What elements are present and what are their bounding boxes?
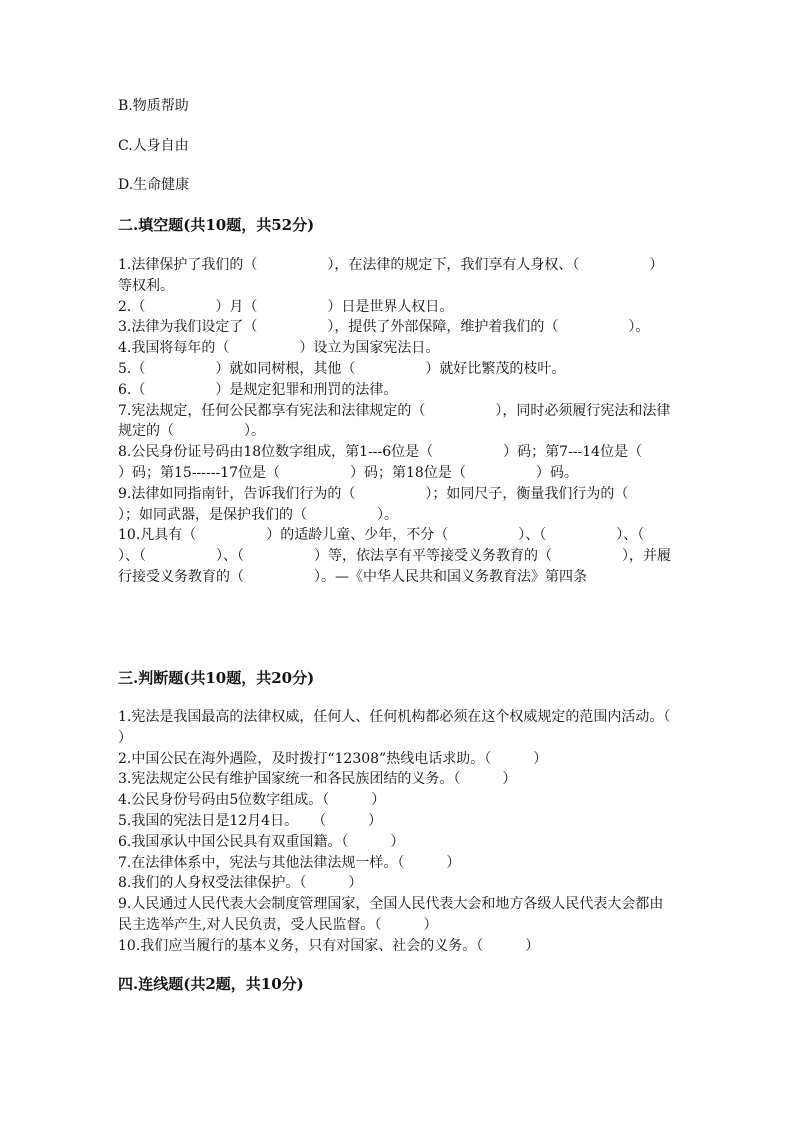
fill-blank-question: 10.凡具有（ ）的适龄儿童、少年，不分（ ）、（ ）、（ ）、（ ）、（ ）等，依法享有平等接受义务教育的（ ），并履行接受义务教育的（ ）。—《中华人民共和国义务教育法》第四条 xyxy=(118,527,715,585)
true-false-questions xyxy=(118,707,713,957)
fill-blank-question: 1.法律保护了我们的（ ），在法律的规定下，我们享有人身权、（ ）等权利。 xyxy=(118,257,664,294)
fill-blank-question: 7.宪法规定，任何公民都享有宪法和法律规定的（ ），同时必须履行宪法和法律规定的（ ）。 xyxy=(118,402,671,440)
fill-blank-question: 4.我国将每年的（ ）设立为国家宪法日。 xyxy=(118,340,440,357)
true-false-question: 4.公民身份号码由5位数字组成。（ ） xyxy=(118,792,386,809)
true-false-question: 9.人民通过人民代表大会制度管理国家，全国人民代表大会和地方各级人民代表大会都由民主选举产生,对人民负责，受人民监督。（ ） xyxy=(118,896,664,933)
option-d: D.生命健康 xyxy=(118,177,190,193)
true-false-question: 10.我们应当履行的基本义务，只有对国家、社会的义务。（ ） xyxy=(118,937,540,954)
fill-blank-question: 6.（ ）是规定犯罪和刑罚的法律。 xyxy=(118,381,398,398)
true-false-question: 2.中国公民在海外遇险，及时拨打“12308”热线电话求助。（ ） xyxy=(118,750,548,767)
fill-blank-question: 3.法律为我们设定了（ ），提供了外部保障，维护着我们的（ ）。 xyxy=(118,319,650,336)
section-title-true-false: 三.判断题(共10题，共20分) xyxy=(118,669,315,687)
section-title-fill-blank: 二.填空题(共10题，共52分) xyxy=(118,216,315,234)
true-false-question: 3.宪法规定公民有维护国家统一和各民族团结的义务。（ ） xyxy=(118,771,517,788)
option-b: B.物质帮助 xyxy=(118,98,189,114)
fill-blank-question: 8.公民身份证号码由18位数字组成，第1---6位是（ ）码；第7---14位是（ ）码；第15------17位是（ ）码；第18位是（ ）码。 xyxy=(118,444,713,481)
section-title-matching: 四.连线题(共2题，共10分) xyxy=(118,975,304,993)
true-false-question: 5.我国的宪法日是12月4日。 （ ） xyxy=(118,812,383,829)
true-false-question: 6.我国承认中国公民具有双重国籍。（ ） xyxy=(118,833,405,850)
fill-blank-question: 5.（ ）就如同树根，其他（ ）就好比繁茂的枝叶。 xyxy=(118,360,566,377)
fill-blank-question: 9.法律如同指南针，告诉我们行为的（ ）；如同尺子，衡量我们行为的（ ）；如同武器，是保护我们的（ ）。 xyxy=(118,485,699,523)
fill-blank-questions xyxy=(118,255,715,588)
fill-blank-question: 2.（ ）月（ ）日是世界人权日。 xyxy=(118,298,454,315)
true-false-question: 8.我们的人身权受法律保护。（ ） xyxy=(118,875,363,892)
true-false-question: 7.在法律体系中，宪法与其他法律法规一样。（ ） xyxy=(118,854,461,871)
true-false-question: 1.宪法是我国最高的法律权威，任何人、任何机构都必须在这个权威规定的范围内活动。（ ） xyxy=(118,709,713,746)
option-c: C.人身自由 xyxy=(118,138,189,154)
